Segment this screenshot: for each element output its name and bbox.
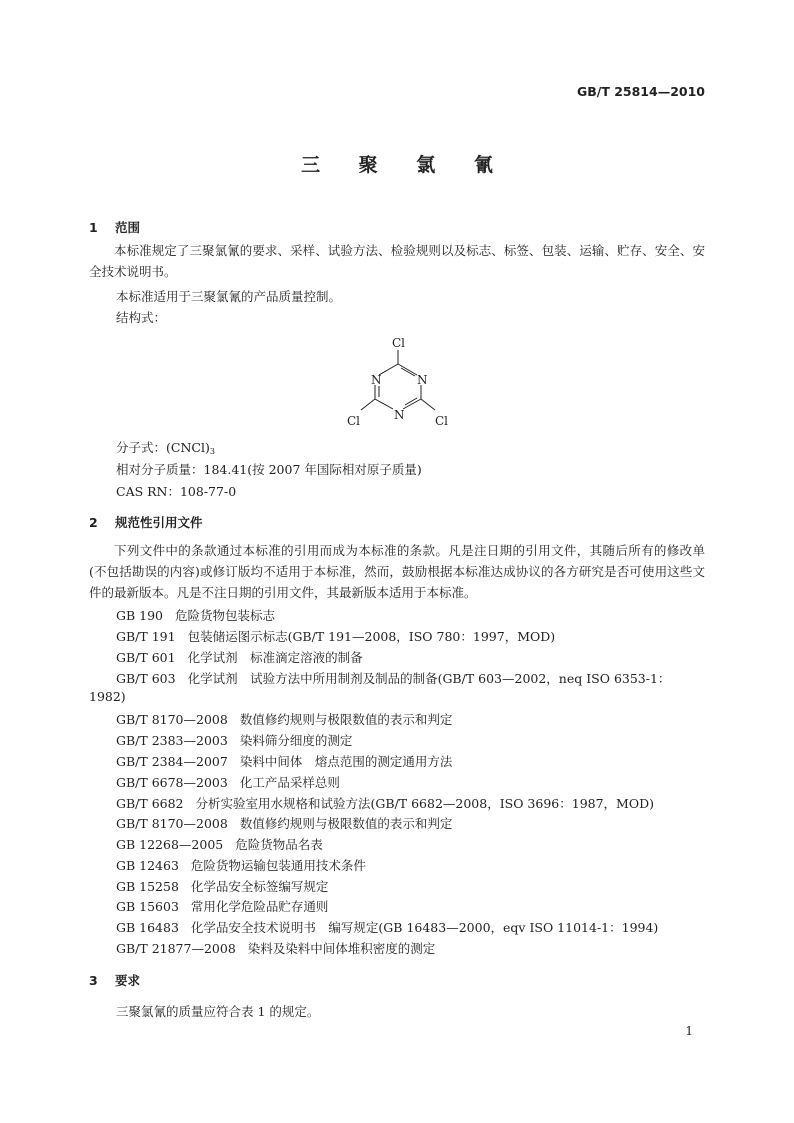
structure-label: 结构式： — [116, 310, 167, 325]
reference-item — [116, 835, 323, 853]
reference-item — [116, 794, 654, 812]
reference-title: 危险货物包装标志 — [175, 608, 276, 623]
molecular-formula-text: 分子式：(CNCl) — [116, 440, 210, 455]
reference-item — [116, 752, 452, 770]
document-title: 三 聚 氯 氰 — [301, 154, 509, 176]
reference-item — [116, 918, 658, 936]
reference-title: 包装储运图示标志(GB/T 191—2008，ISO 780：1997，MOD) — [187, 629, 556, 644]
section-2-heading — [89, 513, 203, 531]
atom-cl-top: Cl — [392, 336, 406, 350]
section-2-title: 规范性引用文件 — [115, 515, 203, 530]
reference-title: 染料及染料中间体堆积密度的测定 — [247, 941, 436, 956]
reference-code: GB/T 21877—2008 — [116, 941, 236, 956]
section-3-para: 三聚氯氰的质量应符合表 1 的规定。 — [116, 1004, 320, 1019]
reference-item — [116, 939, 435, 957]
reference-item — [116, 856, 366, 874]
atom-n-right: N — [417, 373, 428, 387]
reference-continuation: 1982) — [89, 689, 126, 704]
reference-code: GB/T 8170—2008 — [116, 712, 228, 727]
reference-item — [116, 669, 670, 687]
reference-title: 化学品安全标签编写规定 — [190, 879, 329, 894]
reference-title: 危险货物运输包装通用技术条件 — [190, 858, 366, 873]
molecular-formula — [116, 438, 215, 456]
page-number: 1 — [685, 1024, 693, 1038]
double-bond-right — [401, 368, 415, 376]
standard-code: GB/T 25814—2010 — [576, 84, 705, 99]
section-3-number: 3 — [89, 973, 98, 988]
reference-title: 化学品安全技术说明书 编写规定(GB 16483—2000，eqv ISO 11014-1：1994) — [190, 920, 659, 935]
structural-formula — [341, 330, 461, 430]
reference-code: GB/T 8170—2008 — [116, 816, 228, 831]
reference-code: GB 190 — [116, 608, 164, 623]
reference-item — [116, 731, 352, 749]
reference-item — [116, 648, 363, 666]
section-1-para-1: 本标准规定了三聚氯氰的要求、采样、试验方法、检验规则以及标志、标签、包装、运输、贮存、安全、安全技术说明书。 — [89, 243, 705, 279]
bond-cl-right — [421, 399, 435, 410]
reference-title: 染料中间体 熔点范围的测定通用方法 — [239, 754, 453, 769]
reference-code: GB/T 2383—2003 — [116, 733, 228, 748]
reference-title: 危险货物品名表 — [235, 837, 323, 852]
section-3-heading — [89, 971, 140, 989]
reference-title: 染料筛分细度的测定 — [239, 733, 353, 748]
reference-code: GB 12463 — [116, 858, 179, 873]
reference-code: GB/T 603 — [116, 671, 176, 686]
reference-title: 分析实验室用水规格和试验方法(GB/T 6682—2008，ISO 3696：1987，MOD) — [195, 796, 655, 811]
section-1-number: 1 — [89, 220, 98, 235]
reference-title: 数值修约规则与极限数值的表示和判定 — [239, 712, 453, 727]
reference-code: GB 16483 — [116, 920, 179, 935]
reference-item — [116, 814, 452, 832]
reference-item — [116, 897, 328, 915]
bond-c1-n-right — [398, 364, 417, 375]
reference-code: GB/T 6682 — [116, 796, 184, 811]
reference-item — [116, 606, 275, 624]
section-2-intro: 下列文件中的条款通过本标准的引用而成为本标准的条款。凡是注日期的引用文件，其随后所有的修改单(不包括勘误的内容)或修订版均不适用于本标准，然而，鼓励根据本标准达成协议的各方研究是否可使用这些文件的最新版本。凡是不注日期的引用文件，其最新版本适用于本标准。 — [89, 543, 705, 600]
bond-c2-n-bottom — [375, 399, 393, 409]
bond-c1-n-left — [379, 364, 398, 375]
cas-number: CAS RN：108-77-0 — [116, 484, 237, 499]
section-1-title: 范围 — [115, 220, 141, 235]
reference-title: 化学试剂 标准滴定溶液的制备 — [187, 650, 363, 665]
atom-cl-left: Cl — [347, 414, 361, 428]
reference-title: 数值修约规则与极限数值的表示和判定 — [239, 816, 453, 831]
molar-mass: 相对分子质量：184.41(按 2007 年国际相对原子质量) — [116, 462, 422, 477]
section-1-para-2: 本标准适用于三聚氯氰的产品质量控制。 — [116, 289, 342, 304]
reference-title: 常用化学危险品贮存通则 — [190, 899, 329, 914]
section-1-heading — [89, 218, 140, 236]
reference-item — [116, 627, 555, 645]
reference-code: GB/T 601 — [116, 650, 176, 665]
section-2-number: 2 — [89, 515, 98, 530]
reference-title: 化学试剂 试验方法中所用制剂及制品的制备(GB/T 603—2002，neq ISO 6353-1： — [187, 671, 671, 686]
reference-item — [116, 773, 340, 791]
molecular-formula-subscript: 3 — [209, 447, 215, 456]
reference-code: GB 15258 — [116, 879, 179, 894]
reference-code: GB/T 6678—2003 — [116, 775, 228, 790]
atom-cl-right: Cl — [435, 414, 449, 428]
atom-n-bottom: N — [394, 408, 405, 422]
reference-code: GB 12268—2005 — [116, 837, 224, 852]
double-bond-bottom — [405, 398, 417, 405]
atom-n-left: N — [371, 373, 382, 387]
reference-title: 化工产品采样总则 — [239, 775, 340, 790]
reference-item — [116, 877, 328, 895]
section-3-title: 要求 — [115, 973, 141, 988]
reference-code: GB/T 191 — [116, 629, 176, 644]
reference-code: GB/T 2384—2007 — [116, 754, 228, 769]
reference-code: GB 15603 — [116, 899, 179, 914]
bond-cl-left — [361, 399, 375, 410]
reference-item — [116, 710, 452, 728]
